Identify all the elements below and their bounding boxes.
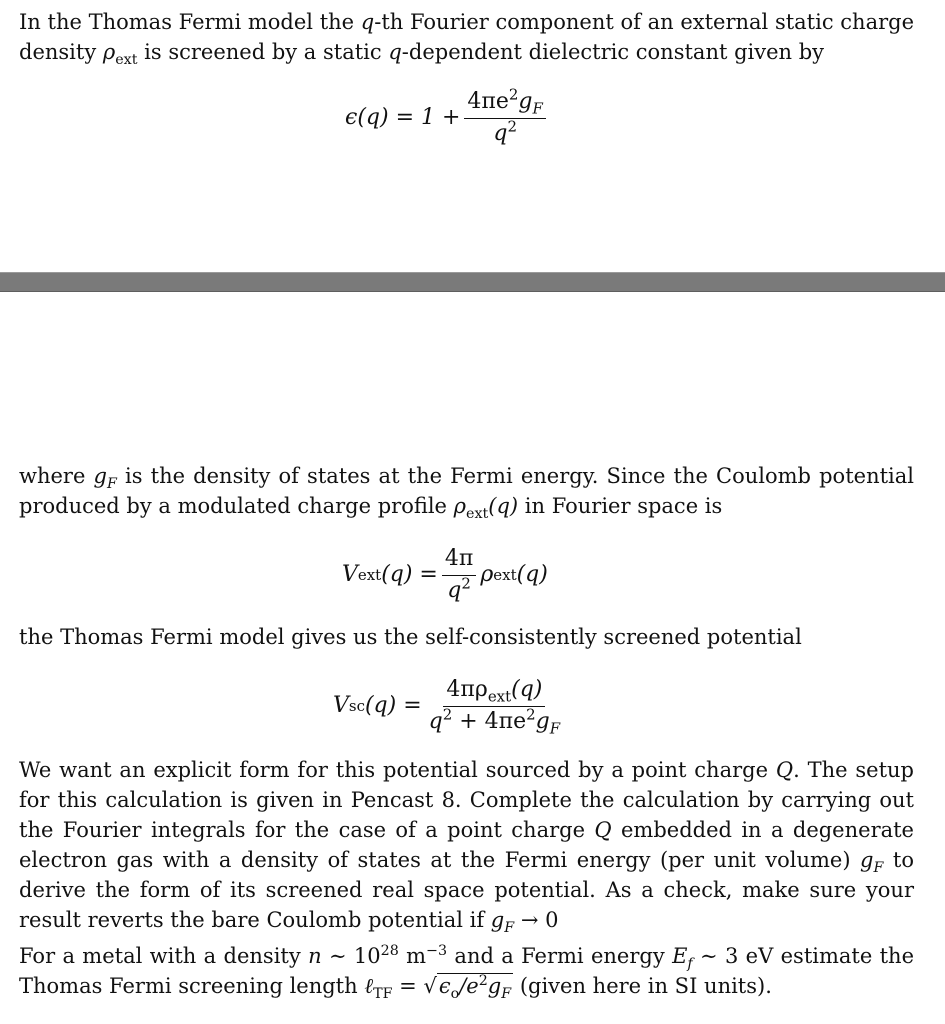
paragraph-density-of-states: where $g_F$ is the density of states at the Fermi energy. Since the Coulomb potential produced by a modulated charge profile $\rho_{ext}(q)$ in Fourier space is — [19, 464, 914, 523]
symbol-q-2: q — [388, 40, 402, 64]
eq1-lhs: ϵ(q) = 1 + — [345, 105, 461, 130]
intro-text-4: -dependent dielectric constant given by — [401, 40, 825, 64]
sqrt-expression: $\epsilon_o/e^2g_F$ — [438, 973, 512, 1003]
eq3-fraction — [426, 676, 564, 738]
intro-text-1: In the Thomas Fermi model the — [19, 10, 361, 34]
intro-text-3: is screened by a static — [137, 40, 389, 64]
intro-text-2: -th Fourier component of an external static charge density — [19, 10, 915, 64]
symbol-q: q — [360, 10, 375, 34]
page-separator — [0, 272, 945, 292]
eq1-denominator: $q^2$ — [493, 117, 517, 146]
eq2-denominator: $q^2$ — [447, 574, 471, 603]
paragraph-point-charge-task: We want an explicit form for this potential sourced by a point charge Q. The setup for this calculation is given in Pencast 8. Complete the calculation by carrying out the Fourier integrals for the case of a point charge Q embedded in a degenerate electron gas with a density of states at the Fermi energy (per unit volume) $g_F$ to derive the form of its screened real space potential. As a check, make sure your result reverts the bare Coulomb potential if $g_F \to 0$ — [19, 758, 914, 937]
eq1-fraction — [464, 85, 545, 147]
intro-paragraph — [19, 7, 914, 67]
eq1-numerator: $4\pi e^2g_F$ — [464, 88, 545, 119]
eq3-numerator: $4\pi\rho_{ext}(q)$ — [443, 676, 545, 707]
symbol-ext-subscript: ext — [115, 52, 138, 69]
equation-dielectric — [345, 85, 550, 147]
eq3-denominator: $q^2 + 4\pi e^2g_F$ — [428, 705, 561, 738]
paragraph-screened-intro: the Thomas Fermi model gives us the self-consistently screened potential — [19, 625, 802, 649]
eq2-numerator: 4π — [442, 545, 476, 576]
eq2-fraction — [442, 545, 476, 604]
equation-screened-potential: V sc (q) = $\frac{4\pi\rho_{ext}(q)}{q^2 + 4\pi e^2g_F}$ — [333, 676, 567, 735]
document-page-top — [0, 0, 945, 272]
paragraph-metal-estimate: For a metal with a density n ∼ $10^{28}$ $m^{-3}$ and a Fermi energy $E_f$ ∼ 3 eV estimate the Thomas Fermi screening length ℓ$_{TF}$ = $√\epsilon_o/e^2g_F$ (given here in SI units). — [19, 943, 915, 1003]
symbol-rho: ρ — [102, 40, 116, 64]
equation-coulomb-potential: V ext (q) = $\frac{4\pi}{q^2}$ ρ ext (q) — [342, 546, 548, 603]
